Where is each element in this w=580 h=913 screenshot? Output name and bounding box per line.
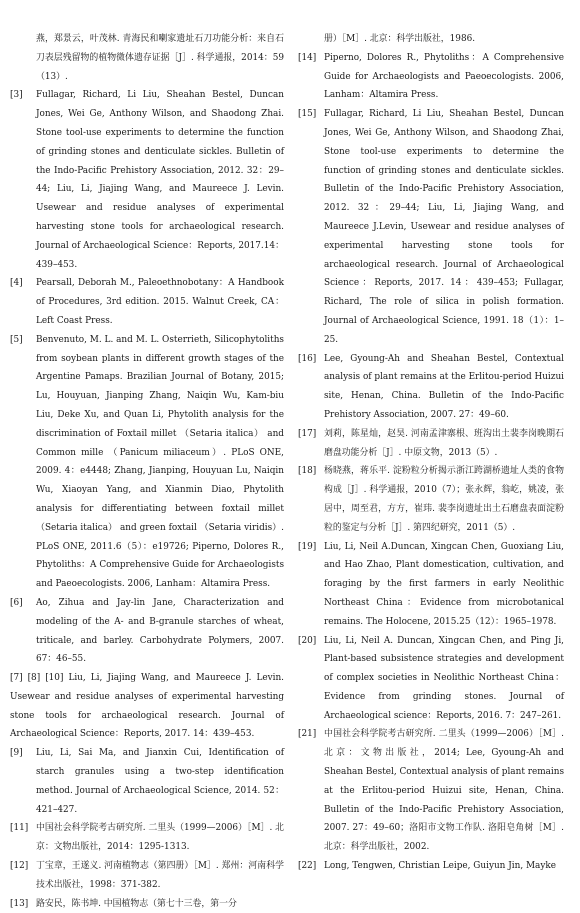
right-column	[298, 30, 564, 876]
reference-5	[10, 331, 284, 594]
reference-22	[298, 857, 564, 876]
reference-text: 杨晓燕，蒋乐平. 淀粉粒分析揭示浙江跨湖桥遗址人类的食物构成［J］. 科学通报，2010（7）；张永辉，翁屹，姚凌，张居中，周至君，方方，崔玮. 裴李岗遗址出土石磨盘表面淀粉粒的鉴定与分析［J］. 第四纪研究，2011（5）.	[324, 466, 564, 533]
reference-4	[10, 274, 284, 330]
reference-number: [22]	[298, 861, 317, 872]
reference-number: [12]	[10, 861, 29, 872]
reference-number: [7] [8] [10]	[10, 673, 64, 684]
reference-text: 中国社会科学院考古研究所. 二里头（1999—2006）［M］. 北京：文物出版社，2014：1295-1313.	[36, 823, 284, 853]
reference-text: 中国社会科学院考古研究所. 二里头（1999—2006）［M］. 北京：文物出版社，2014; Lee, Gyoung-Ah and Sheahan Bestel, Contextual analysis of plant remains at the Erlitou-period Huizui site, Henan, China. Bulletin of the Indo-Pacific Prehistory Association, 2007. 27：49–60；洛阳市文物工作队. 洛阳皂角树［M］. 北京：科学出版社，2002.	[324, 729, 565, 853]
reference-17	[298, 425, 564, 463]
reference-number: [9]	[10, 748, 23, 759]
reference-number: [6]	[10, 597, 23, 608]
reference-number: [20]	[298, 635, 317, 646]
reference-continuation	[298, 30, 564, 49]
reference-text: Long, Tengwen, Christian Leipe, Guiyun Jin, Mayke	[324, 861, 556, 872]
reference-number: [18]	[298, 466, 317, 477]
reference-20	[298, 632, 564, 726]
reference-number: [3]	[10, 90, 23, 101]
reference-13	[10, 895, 284, 913]
reference-number: [19]	[298, 541, 317, 552]
reference-continuation	[10, 30, 284, 86]
reference-number: [5]	[10, 334, 23, 345]
reference-6	[10, 594, 284, 669]
reference-19	[298, 538, 564, 632]
reference-text: Piperno, Dolores R., Phytoliths：A Comprehensive Guide for Archaeologists and Paeoecologists. 2006, Lanham：Altamira Press.	[324, 52, 564, 101]
reference-text: Benvenuto, M. L. and M. L. Osterrieth, Silicophytoliths from soybean plants in different growth stages of the Argentine Pamaps. Brazilian Journal of Botany, 2015; Lu, Houyuan, Jianping Zhang, Naiqin Wu, Kam-biu Liu, Deke Xu, and Quan Li, Phytolith analysis for the discrimination of Foxtail millet （Setaria italica） and Common mille （Panicum miliaceum）. PLoS ONE, 2009. 4：e4448; Zhang, Jianping, Houyuan Lu, Naiqin Wu, Xiaoyan Yang, and Xianmin Diao, Phytolith analysis for differentiating between foxtail millet （Setaria italica） and green foxtail （Setaria viridis）. PLoS ONE, 2011.6（5）：e19726; Piperno, Dolores R., Phytoliths：A Comprehensive Guide for Archaeologists and Paeoecologists. 2006, Lanham：Altamira Press.	[36, 334, 284, 590]
reference-text: Fullagar, Richard, Li Liu, Sheahan Bestel, Duncan Jones, Wei Ge, Anthony Wilson, and Shaodong Zhai, Stone tool-use experiments to determine the function of grinding stones and denticulate sickles. Bulletin of the Indo-Pacific Prehistory Association, 2012. 32：29–44; Liu, Li, Jiajing Wang, and Maureece J.Levin, Usewear and residue analyses of experimental harvesting stone tools for archaeological research. Journal of Archaeological Science：Reports, 2017. 14：439–453; Fullagar, Richard, The role of silica in polish formation. Journal of Archaeological Science, 1991. 18（1）：1–25.	[324, 109, 564, 345]
reference-text: Liu, Li, Sai Ma, and Jianxin Cui, Identification of starch granules using a two-step identification method. Journal of Archaeological Science, 2014. 52：421–427.	[36, 748, 284, 815]
reference-9	[10, 744, 284, 819]
reference-21	[298, 725, 564, 857]
reference-text: Pearsall, Deborah M., Paleoethnobotany：A Handbook of Procedures, 3rd edition. 2015. Walnut Creek, CA：Left Coast Press.	[36, 278, 284, 326]
reference-text: Liu, Li, Neil A. Duncan, Xingcan Chen, and Ping Ji, Plant-based subsistence strategies and development of complex societies in Neolithic Northeast China：Evidence from grinding stones. Journal of Archaeological science：Reports, 2016. 7：247–261.	[324, 635, 564, 721]
reference-18	[298, 462, 564, 537]
reference-text: 路安民，陈书坤. 中国植物志（第七十三卷，第一分	[36, 898, 237, 909]
reference-text: Fullagar, Richard, Li Liu, Sheahan Bestel, Duncan Jones, Wei Ge, Anthony Wilson, and Shaodong Zhai. Stone tool-use experiments to determine the function of grinding stones and denticulate sickles. Bulletin of the Indo-Pacific Prehistory Association, 2012. 32：29–44; Liu, Li, Jiajing Wang, and Maureece J. Levin. Usewear and residue analyses of experimental harvesting stone tools for archaeological research. Journal of Archaeological Science：Reports, 2017.14：439–453.	[36, 90, 284, 270]
reference-3	[10, 86, 284, 274]
reference-11	[10, 819, 284, 857]
reference-number: [14]	[298, 52, 317, 63]
reference-number: [13]	[10, 898, 29, 909]
reference-text: 燕，郑景云，叶茂林. 青海民和喇家遗址石刀功能分析：来自石刀表层残留物的植物微体遗存证据［J］. 科学通报，2014：59（13）.	[36, 34, 284, 82]
reference-text: 刘莉，陈星灿，赵昊. 河南孟津寨根、班沟出土裴李岗晚期石磨盘功能分析［J］. 中原文物，2013（5）.	[324, 428, 564, 458]
reference-text: 册）［M］. 北京：科学出版社，1986.	[324, 34, 476, 44]
reference-number: [16]	[298, 353, 317, 364]
reference-number: [15]	[298, 109, 317, 120]
reference-text: Liu, Li, Jiajing Wang, and Maureece J. Levin. Usewear and residue analyses of experimental harvesting stone tools for archaeological research. Journal of Archaeological Science：Reports, 2017. 14：439–453.	[10, 673, 284, 740]
reference-text: Ao, Zihua and Jay-lin Jane, Characterization and modeling of the A- and B-granule starches of wheat, triticale, and barley. Carbohydrate Polymers, 2007. 67：46–55.	[36, 597, 284, 665]
reference-14	[298, 49, 564, 105]
reference-number: [11]	[10, 823, 29, 834]
reference-text: Liu, Li, Neil A.Duncan, Xingcan Chen, Guoxiang Liu, and Hao Zhao, Plant domestication, cultivation, and foraging by the first farmers in early Neolithic Northeast China：Evidence from microbotanical remains. The Holocene, 2015.25（12）：1965–1978.	[324, 541, 564, 627]
reference-number: [17]	[298, 428, 317, 439]
reference-number: [21]	[298, 729, 317, 740]
reference-7-8-10	[10, 669, 284, 744]
reference-15	[298, 105, 564, 349]
reference-text: 丁宝章，王遂义. 河南植物志（第四册）［M］. 郑州：河南科学技术出版社，1998：371-382.	[36, 861, 284, 890]
reference-16	[298, 350, 564, 425]
reference-text: Lee, Gyoung-Ah and Sheahan Bestel, Contextual analysis of plant remains at the Erlitou-period Huizui site, Henan, China. Bulletin of the Indo-Pacific Prehistory Association, 2007. 27：49–60.	[324, 353, 564, 420]
left-column	[10, 30, 284, 913]
reference-12	[10, 857, 284, 895]
reference-number: [4]	[10, 278, 23, 289]
